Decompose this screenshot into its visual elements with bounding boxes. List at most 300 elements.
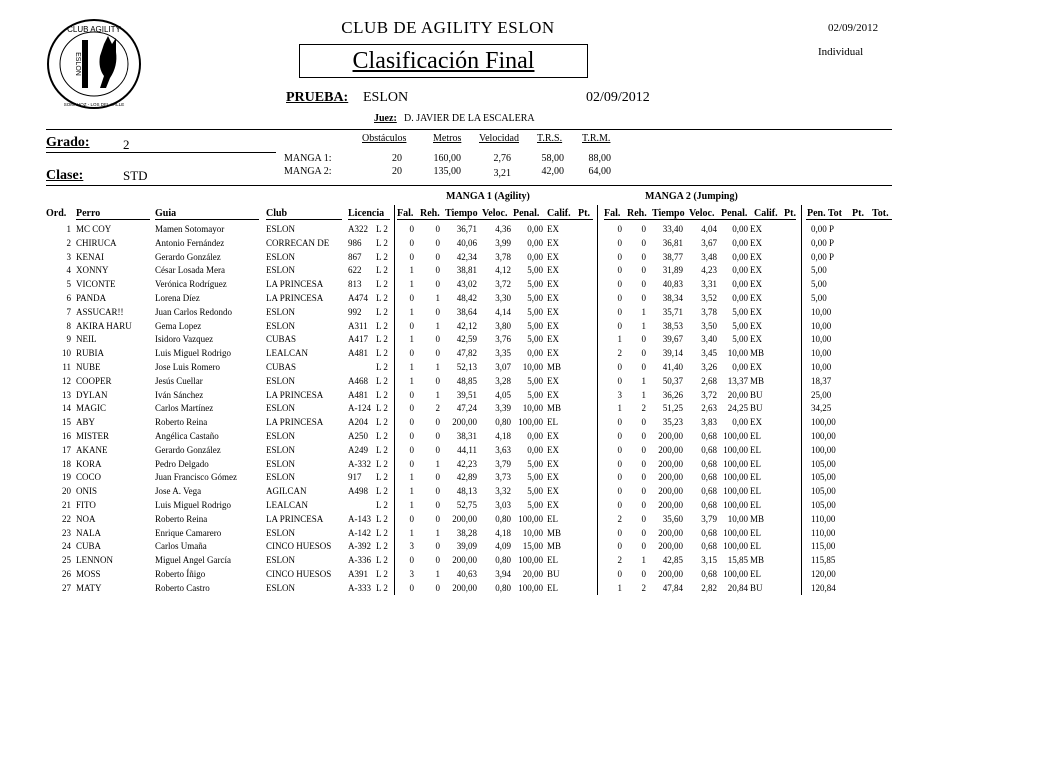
- cell-m2-tiempo: 200,00: [658, 458, 683, 469]
- cell-m2-calif: BU: [750, 582, 763, 593]
- cell-m1-penal: 100,00: [518, 582, 543, 593]
- cell-m2-calif: EL: [750, 444, 761, 455]
- cell-m2-calif: EL: [750, 431, 761, 441]
- manga1-title: MANGA 1 (Agility): [446, 191, 530, 202]
- cell-ord: 3: [66, 251, 71, 262]
- cell-m2-tiempo: 50,37: [662, 375, 683, 386]
- cell-m1-tiempo: 52,13: [456, 362, 477, 372]
- col-m1-pt: Pt.: [578, 208, 590, 219]
- cell-licencia: A-333: [348, 582, 371, 593]
- cell-m1-calif: EL: [547, 555, 558, 566]
- cell-m1-fal: 0: [409, 320, 414, 331]
- cell-perro: NUBE: [76, 362, 101, 372]
- cell-club: LA PRINCESA: [266, 513, 324, 524]
- cell-guia: Roberto Reina: [155, 513, 208, 524]
- cell-m2-tiempo: 51,25: [662, 403, 683, 414]
- cell-m1-tiempo: 40,63: [456, 569, 477, 579]
- cell-m2-veloc: 0,68: [701, 458, 717, 469]
- cell-m1-veloc: 3,72: [495, 279, 511, 290]
- cell-categoria: L 2: [376, 375, 388, 386]
- cell-m2-tiempo: 38,77: [662, 251, 683, 262]
- cell-m1-reh: 1: [435, 569, 440, 579]
- cell-m2-tiempo: 33,40: [662, 224, 683, 234]
- cell-m1-veloc: 3,78: [495, 251, 511, 262]
- cell-m2-veloc: 0,68: [701, 569, 717, 579]
- cell-m1-tiempo: 48,85: [456, 375, 477, 386]
- cell-m2-penal: 0,00: [732, 224, 748, 234]
- cell-m2-veloc: 3,45: [701, 348, 717, 359]
- cell-m2-tiempo: 200,00: [658, 500, 683, 510]
- cell-perro: RUBIA: [76, 348, 105, 359]
- cell-m2-calif: EX: [750, 417, 762, 428]
- cell-club: CUBAS: [266, 334, 297, 345]
- cell-club: ESLON: [266, 375, 295, 386]
- cell-m1-calif: EL: [547, 417, 558, 428]
- cell-m1-reh: 1: [435, 293, 440, 303]
- divider-top: [46, 129, 892, 130]
- cell-m2-veloc: 0,68: [701, 541, 717, 552]
- juez-value: D. JAVIER DE LA ESCALERA: [404, 113, 535, 124]
- cell-guia: Juan Carlos Redondo: [155, 306, 232, 317]
- cell-m2-calif: MB: [750, 555, 765, 566]
- cell-m2-reh: 0: [641, 237, 646, 248]
- cell-m1-veloc: 0,80: [495, 582, 511, 593]
- cell-guia: Isidoro Vazquez: [155, 334, 214, 345]
- cell-categoria: L 2: [376, 362, 388, 372]
- cell-m2-penal: 15,85: [727, 555, 748, 566]
- cell-m1-penal: 5,00: [527, 389, 543, 400]
- cell-m2-veloc: 4,04: [701, 224, 717, 234]
- cell-m2-fal: 0: [617, 444, 622, 455]
- cell-categoria: L 2: [376, 555, 388, 566]
- cell-m2-penal: 0,00: [732, 265, 748, 276]
- cell-pentot: 100,00: [811, 417, 836, 428]
- cell-club: LA PRINCESA: [266, 279, 324, 290]
- cell-m2-fal: 0: [617, 569, 622, 579]
- cell-perro: COOPER: [76, 375, 112, 386]
- cell-m2-veloc: 3,67: [701, 237, 717, 248]
- cell-licencia: 813: [348, 279, 362, 290]
- cell-m1-veloc: 4,36: [495, 224, 511, 234]
- cell-m1-penal: 15,00: [522, 541, 543, 552]
- cell-m2-calif: EL: [750, 458, 761, 469]
- cell-categoria: L 2: [376, 403, 388, 414]
- cell-guia: Gerardo González: [155, 444, 221, 455]
- cell-m2-penal: 100,00: [723, 458, 748, 469]
- cell-m1-tiempo: 42,89: [456, 472, 477, 483]
- cell-m2-tiempo: 200,00: [658, 486, 683, 497]
- cell-guia: Roberto Reina: [155, 417, 208, 428]
- cell-club: ESLON: [266, 224, 295, 234]
- cell-m1-fal: 0: [409, 555, 414, 566]
- cell-m1-reh: 0: [435, 265, 440, 276]
- cell-ord: 2: [66, 237, 71, 248]
- col-perro: Perro: [76, 208, 101, 219]
- cell-m2-reh: 1: [641, 306, 646, 317]
- cell-m2-reh: 0: [641, 334, 646, 345]
- cell-m2-calif: EX: [750, 279, 762, 290]
- cell-perro: PANDA: [76, 293, 107, 303]
- cell-perro: MAGIC: [76, 403, 107, 414]
- cell-m1-reh: 0: [435, 348, 440, 359]
- cell-licencia: A-392: [348, 541, 371, 552]
- cell-m1-penal: 5,00: [527, 500, 543, 510]
- prueba-label: PRUEBA:: [286, 90, 349, 105]
- cell-m1-reh: 0: [435, 486, 440, 497]
- cell-ord: 18: [62, 458, 71, 469]
- cell-m1-fal: 0: [409, 431, 414, 441]
- logo-bottom-text: SOMAHOZ - LOS DEL VALLE: [63, 102, 125, 107]
- col-m2-fal: Fal.: [604, 208, 621, 219]
- cell-m1-penal: 5,00: [527, 334, 543, 345]
- cell-club: LEALCAN: [266, 348, 308, 359]
- stats-obstaculos: 20: [392, 153, 402, 164]
- cell-m1-reh: 0: [435, 582, 440, 593]
- cell-m2-fal: 0: [617, 458, 622, 469]
- cell-categoria: L 2: [376, 569, 388, 579]
- stats-trm: 88,00: [588, 153, 611, 164]
- cell-m1-tiempo: 47,82: [456, 348, 477, 359]
- cell-licencia: A322: [348, 224, 368, 234]
- cell-m2-tiempo: 200,00: [658, 541, 683, 552]
- cell-m2-tiempo: 35,23: [662, 417, 683, 428]
- cell-m1-calif: EL: [547, 582, 558, 593]
- cell-m1-penal: 5,00: [527, 293, 543, 303]
- cell-pentot: 115,85: [811, 555, 836, 566]
- cell-m2-penal: 0,00: [732, 279, 748, 290]
- cell-m2-tiempo: 47,84: [662, 582, 683, 593]
- cell-m1-veloc: 3,76: [495, 334, 511, 345]
- cell-m1-tiempo: 42,23: [456, 458, 477, 469]
- cell-guia: Lorena Díez: [155, 293, 200, 303]
- cell-m1-veloc: 3,73: [495, 472, 511, 483]
- cell-m2-fal: 0: [617, 224, 622, 234]
- cell-m1-penal: 20,00: [522, 569, 543, 579]
- cell-m2-reh: 0: [641, 362, 646, 372]
- cell-m2-calif: BU: [750, 389, 763, 400]
- cell-categoria: L 2: [376, 513, 388, 524]
- cell-m2-veloc: 2,68: [701, 375, 717, 386]
- cell-m2-fal: 2: [617, 513, 622, 524]
- cell-guia: Antonio Fernández: [155, 237, 225, 248]
- cell-m1-tiempo: 200,00: [452, 582, 477, 593]
- cell-club: ESLON: [266, 403, 295, 414]
- cell-pentot: 10,00: [811, 334, 832, 345]
- cell-m1-fal: 1: [409, 500, 414, 510]
- cell-perro: MATY: [76, 582, 102, 593]
- cell-guia: Luis Miguel Rodrigo: [155, 348, 231, 359]
- cell-ord: 9: [66, 334, 71, 345]
- col-m2-calif: Calif.: [754, 208, 778, 219]
- cell-m1-penal: 5,00: [527, 472, 543, 483]
- col-m1-reh: Reh.: [420, 208, 440, 219]
- cell-m1-penal: 0,00: [527, 224, 543, 234]
- cell-m2-penal: 13,37: [727, 375, 748, 386]
- cell-m1-veloc: 3,30: [495, 293, 511, 303]
- cell-perro: NOA: [76, 513, 96, 524]
- cell-m1-calif: MB: [547, 362, 562, 372]
- cell-m2-fal: 0: [617, 293, 622, 303]
- cell-licencia: A250: [348, 431, 368, 441]
- cell-m2-calif: EX: [750, 251, 762, 262]
- cell-perro: AKANE: [76, 444, 108, 455]
- cell-m2-penal: 100,00: [723, 431, 748, 441]
- cell-m2-calif: EL: [750, 472, 761, 483]
- cell-club: LA PRINCESA: [266, 293, 324, 303]
- cell-m2-penal: 0,00: [732, 237, 748, 248]
- cell-m1-fal: 0: [409, 237, 414, 248]
- cell-pentot: 0,00 P: [811, 224, 835, 234]
- col-m1-tiempo: Tiempo: [445, 208, 478, 219]
- cell-perro: CHIRUCA: [76, 237, 117, 248]
- cell-guia: Enrique Camarero: [155, 527, 222, 538]
- cell-perro: NEIL: [76, 334, 97, 345]
- cell-m2-reh: 0: [641, 279, 646, 290]
- cell-m2-reh: 0: [641, 444, 646, 455]
- cell-perro: ABY: [76, 417, 96, 428]
- juez-label: Juez:: [374, 113, 397, 124]
- prueba-value: ESLON: [363, 90, 409, 105]
- cell-m2-veloc: 3,48: [701, 251, 717, 262]
- cell-ord: 27: [62, 582, 71, 593]
- cell-perro: FITO: [76, 500, 96, 510]
- cell-m2-reh: 0: [641, 251, 646, 262]
- cell-guia: Carlos Martínez: [155, 403, 214, 414]
- cell-pentot: 110,00: [811, 527, 836, 538]
- cell-m1-tiempo: 44,11: [457, 444, 477, 455]
- cell-m1-reh: 0: [435, 417, 440, 428]
- cell-m1-calif: EX: [547, 334, 559, 345]
- cell-guia: Luis Miguel Rodrigo: [155, 500, 231, 510]
- cell-m2-fal: 0: [617, 527, 622, 538]
- cell-m1-tiempo: 52,75: [456, 500, 477, 510]
- cell-licencia: 622: [348, 265, 362, 276]
- cell-club: ESLON: [266, 265, 295, 276]
- cell-m2-fal: 0: [617, 417, 622, 428]
- cell-m1-fal: 0: [409, 513, 414, 524]
- cell-m2-reh: 1: [641, 375, 646, 386]
- cell-m2-fal: 0: [617, 541, 622, 552]
- cell-m1-reh: 0: [435, 375, 440, 386]
- divider-table: [46, 185, 892, 186]
- cell-m1-tiempo: 39,09: [456, 541, 477, 552]
- cell-guia: Jesús Cuellar: [155, 375, 203, 386]
- cell-m2-reh: 0: [641, 527, 646, 538]
- cell-m2-fal: 0: [617, 375, 622, 386]
- cell-pentot: 100,00: [811, 431, 836, 441]
- col-m2-penal: Penal.: [721, 208, 748, 219]
- cell-m1-tiempo: 40,06: [456, 237, 477, 248]
- cell-m1-fal: 0: [409, 403, 414, 414]
- cell-m1-calif: EX: [547, 306, 559, 317]
- cell-m2-tiempo: 35,71: [662, 306, 683, 317]
- cell-guia: Jose A. Vega: [155, 486, 202, 497]
- cell-m1-calif: EX: [547, 237, 559, 248]
- cell-m2-calif: MB: [750, 375, 765, 386]
- logo-side-text: ESLON: [74, 52, 81, 76]
- cell-licencia: A-142: [348, 527, 371, 538]
- cell-club: CUBAS: [266, 362, 297, 372]
- col-m1-calif: Calif.: [547, 208, 571, 219]
- cell-club: ESLON: [266, 582, 295, 593]
- cell-m1-penal: 0,00: [527, 237, 543, 248]
- col-m2-veloc: Veloc.: [689, 208, 715, 219]
- cell-m2-fal: 0: [617, 472, 622, 483]
- cell-m1-calif: EX: [547, 348, 559, 359]
- cell-m1-penal: 10,00: [522, 362, 543, 372]
- cell-m1-tiempo: 200,00: [452, 555, 477, 566]
- col-guia: Guia: [155, 208, 177, 219]
- cell-categoria: L 2: [376, 224, 388, 234]
- col-m1-fal: Fal.: [397, 208, 414, 219]
- cell-m1-veloc: 3,63: [495, 444, 511, 455]
- cell-m1-fal: 1: [409, 527, 414, 538]
- cell-m2-reh: 0: [641, 293, 646, 303]
- cell-categoria: L 2: [376, 472, 388, 483]
- cell-licencia: A-143: [348, 513, 371, 524]
- cell-ord: 5: [66, 279, 71, 290]
- cell-m1-tiempo: 39,51: [456, 389, 477, 400]
- cell-ord: 11: [62, 362, 71, 372]
- cell-ord: 6: [66, 293, 71, 303]
- stats-manga-label: MANGA 2:: [284, 166, 332, 177]
- cell-m2-tiempo: 200,00: [658, 431, 683, 441]
- cell-m2-veloc: 0,68: [701, 527, 717, 538]
- cell-m2-reh: 0: [641, 458, 646, 469]
- divider-grado: [46, 152, 276, 153]
- cell-m1-tiempo: 47,24: [456, 403, 477, 414]
- cell-m2-calif: EX: [750, 320, 762, 331]
- cell-m2-veloc: 0,68: [701, 500, 717, 510]
- cell-m1-calif: MB: [547, 527, 562, 538]
- cell-perro: XONNY: [76, 265, 109, 276]
- cell-ord: 17: [62, 444, 71, 455]
- cell-club: ESLON: [266, 472, 295, 483]
- cell-ord: 4: [66, 265, 71, 276]
- cell-perro: MOSS: [76, 569, 101, 579]
- cell-m2-veloc: 0,68: [701, 444, 717, 455]
- cell-ord: 16: [62, 431, 71, 441]
- cell-perro: AKIRA HARU: [76, 320, 132, 331]
- cell-m1-tiempo: 42,34: [456, 251, 477, 262]
- table-divider: [597, 205, 598, 595]
- cell-m1-reh: 1: [435, 389, 440, 400]
- cell-m2-veloc: 0,68: [701, 486, 717, 497]
- stats-trs: 42,00: [541, 166, 564, 177]
- cell-pentot: 115,00: [811, 541, 836, 552]
- cell-m2-fal: 0: [617, 320, 622, 331]
- cell-m1-calif: BU: [547, 569, 560, 579]
- cell-licencia: A391: [348, 569, 368, 579]
- cell-m2-fal: 0: [617, 265, 622, 276]
- cell-m1-fal: 0: [409, 293, 414, 303]
- print-date: 02/09/2012: [828, 22, 879, 34]
- cell-m1-calif: EX: [547, 224, 559, 234]
- cell-m1-fal: 1: [409, 306, 414, 317]
- cell-m2-tiempo: 39,67: [662, 334, 683, 345]
- cell-m1-reh: 0: [435, 224, 440, 234]
- cell-m1-fal: 0: [409, 224, 414, 234]
- cell-guia: Pedro Delgado: [155, 458, 209, 469]
- cell-m2-penal: 20,00: [727, 389, 748, 400]
- cell-categoria: L 2: [376, 389, 388, 400]
- cell-m1-penal: 5,00: [527, 458, 543, 469]
- col-licencia: Licencia: [348, 208, 385, 219]
- cell-club: AGILCAN: [266, 486, 307, 497]
- cell-m1-reh: 1: [435, 527, 440, 538]
- cell-m1-reh: 0: [435, 444, 440, 455]
- cell-m1-penal: 5,00: [527, 306, 543, 317]
- cell-m1-calif: EX: [547, 486, 559, 497]
- col-club: Club: [266, 208, 288, 219]
- cell-m2-fal: 0: [617, 362, 622, 372]
- cell-m2-penal: 20,84: [727, 582, 748, 593]
- cell-guia: César Losada Mera: [155, 265, 225, 276]
- cell-m1-penal: 5,00: [527, 279, 543, 290]
- cell-m2-veloc: 3,15: [701, 555, 717, 566]
- stats-trs: 58,00: [541, 153, 564, 164]
- cell-m1-calif: EX: [547, 251, 559, 262]
- cell-guia: Juan Francisco Gómez: [155, 472, 237, 483]
- cell-m2-fal: 0: [617, 251, 622, 262]
- cell-m1-veloc: 3,99: [495, 237, 511, 248]
- cell-categoria: L 2: [376, 431, 388, 441]
- clase-label: Clase:: [46, 168, 84, 183]
- cell-pentot: 105,00: [811, 458, 836, 469]
- cell-club: CINCO HUESOS: [266, 569, 332, 579]
- cell-m2-penal: 24,25: [727, 403, 748, 414]
- cell-club: CORRECAN DE: [266, 237, 330, 248]
- cell-pentot: 0,00 P: [811, 237, 835, 248]
- cell-m2-fal: 0: [617, 486, 622, 497]
- cell-m1-fal: 3: [409, 541, 414, 552]
- cell-m2-calif: EL: [750, 527, 761, 538]
- cell-m2-tiempo: 38,53: [662, 320, 683, 331]
- cell-m1-tiempo: 200,00: [452, 513, 477, 524]
- cell-club: ESLON: [266, 431, 295, 441]
- cell-m2-veloc: 2,63: [701, 403, 717, 414]
- cell-m2-calif: EX: [750, 306, 762, 317]
- cell-m2-veloc: 3,52: [701, 293, 717, 303]
- cell-m2-reh: 0: [641, 500, 646, 510]
- cell-licencia: A-332: [348, 458, 371, 469]
- cell-ord: 23: [62, 527, 71, 538]
- mode-label: Individual: [818, 46, 864, 58]
- cell-m2-reh: 0: [641, 265, 646, 276]
- cell-m2-fal: 1: [617, 334, 622, 345]
- cell-m2-calif: EL: [750, 569, 761, 579]
- cell-perro: ONIS: [76, 486, 98, 497]
- cell-licencia: A474: [348, 293, 368, 303]
- cell-m1-fal: 1: [409, 486, 414, 497]
- cell-m2-veloc: 3,31: [701, 279, 717, 290]
- cell-m2-tiempo: 36,26: [662, 389, 683, 400]
- cell-m2-calif: EX: [750, 334, 762, 345]
- cell-m2-tiempo: 200,00: [658, 444, 683, 455]
- stats-velocidad: 3,21: [493, 168, 511, 179]
- cell-m2-penal: 100,00: [723, 486, 748, 497]
- cell-licencia: A311: [348, 320, 368, 331]
- cell-ord: 14: [62, 403, 71, 414]
- cell-m1-calif: EX: [547, 458, 559, 469]
- cell-perro: DYLAN: [76, 389, 108, 400]
- cell-m2-calif: EX: [750, 224, 762, 234]
- cell-ord: 25: [62, 555, 71, 566]
- cell-m2-veloc: 0,68: [701, 431, 717, 441]
- cell-guia: Verónica Rodríguez: [155, 279, 227, 290]
- cell-m2-penal: 100,00: [723, 569, 748, 579]
- cell-m2-tiempo: 40,83: [662, 279, 683, 290]
